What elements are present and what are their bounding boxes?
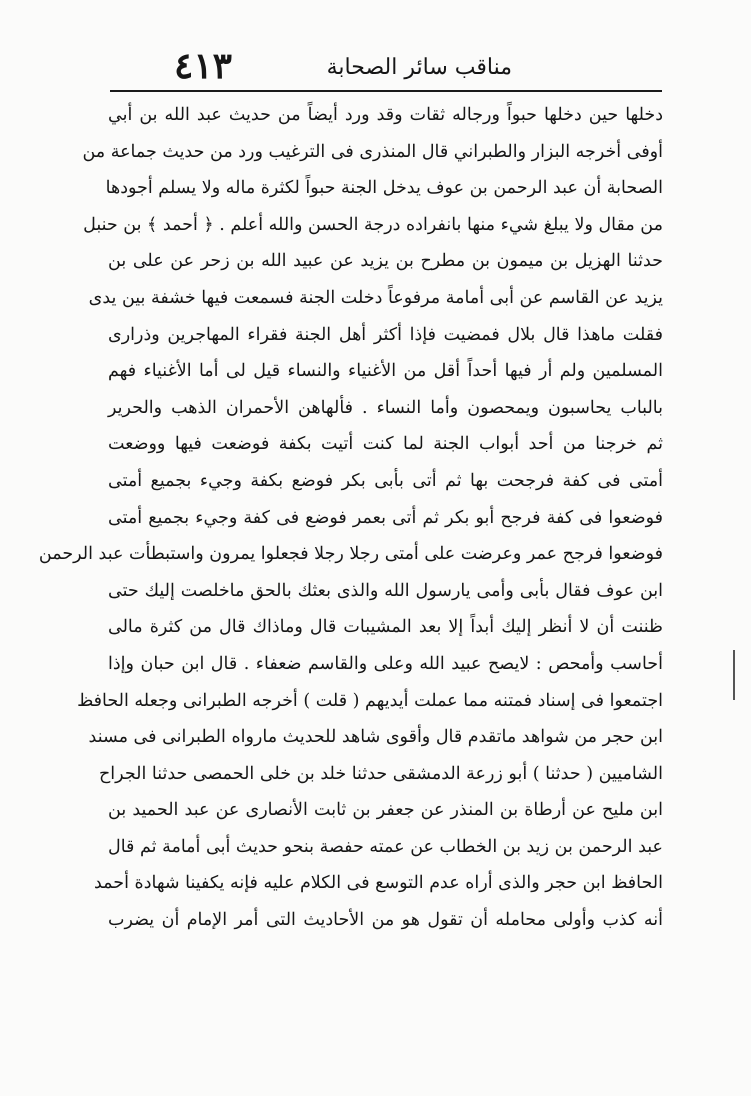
text-line: ظننت أن لا أنظر إليك أبداً إلا بعد المشيبات قال وماذاك قال من كثرة مالى [108, 617, 663, 638]
text-line: فوضعوا فرجح عمر وعرضت على أمتى رجلا رجلا فجعلوا يمرون واستبطأت عبد الرحمن [38, 544, 663, 565]
text-line: فقلت ماهذا قال بلال فمضيت فإذا أكثر أهل الجنة فقراء المهاجرين وذرارى [108, 324, 663, 345]
text-line: عبد الرحمن بن زيد بن الخطاب عن عمته حفصة بنحو حديث أبى أمامة ثم قال [108, 836, 663, 857]
text-line: اجتمعوا فى إسناد فمتنه مما عملت أيديهم ( قلت ) أخرجه الطبرانى وجعله الحافظ [77, 690, 663, 711]
header-rule [110, 90, 662, 92]
text-line: الصحابة أن عبد الرحمن بن عوف يدخل الجنة حبواً لكثرة ماله ولا يسلم أجودها [105, 178, 663, 199]
text-line: ابن مليح عن أرطاة بن المنذر عن جعفر بن ثابت الأنصارى عن عبد الحميد بن [108, 800, 663, 821]
text-line: يزيد عن القاسم عن أبى أمامة مرفوعاً دخلت الجنة فسمعت فيها خشفة بين يدى [88, 287, 663, 308]
text-line: من مقال ولا يبلغ شيء منها بانفراده درجة الحسن والله أعلم . ﴿ أحمد ﴾ بن حنبل [83, 214, 663, 235]
page-number: ٤١٣ [173, 45, 232, 87]
page-header [110, 40, 662, 92]
text-line: ثم خرجنا من أحد أبواب الجنة لما كنت أتيت بكفة فوضعت فيها ووضعت [108, 434, 663, 455]
margin-mark [733, 650, 735, 700]
text-line: حدثنا الهزيل بن ميمون بن مطرح بن يزيد عن عبيد الله بن زحر عن على بن [108, 251, 663, 272]
text-line: أحاسب وأمحص : لايصح عبيد الله وعلى والقاسم ضعفاء . قال ابن حبان وإذا [108, 653, 663, 674]
text-line: ابن حجر من شواهد ماتقدم قال وأقوى شاهد للحديث مارواه الطبرانى فى مسند [88, 727, 663, 748]
text-line: بالباب يحاسبون ويمحصون وأما النساء . فألهاهن الأحمران الذهب والحرير [108, 397, 663, 418]
running-title: مناقب سائر الصحابة [326, 55, 512, 80]
text-line: فوضعوا فى كفة فرجح أبو بكر ثم أتى بعمر فوضع فى كفة وجيء بجميع أمتى [108, 507, 663, 528]
text-line: أوفى أخرجه البزار والطبراني قال المنذرى فى الترغيب ورد من حديث جماعة من [82, 141, 663, 162]
text-line: الحافظ ابن حجر والذى أراه عدم التوسع فى الكلام عليه فإنه يكفينا شهادة أحمد [94, 873, 663, 894]
text-line: الشاميين ( حدثنا ) أبو زرعة الدمشقى حدثنا خلد بن خلى الحمصى حدثنا الجراح [99, 763, 663, 784]
text-line: ابن عوف فقال بأبى وأمى يارسول الله والذى بعثك بالحق ماخلصت إليك حتى [108, 580, 663, 601]
text-line: أنه كذب وأولى محامله أن تقول هو من الأحاديث التى أمر الإمام أن يضرب [108, 910, 663, 931]
text-line: أمتى فى كفة فرجحت بها ثم أتى بأبى بكر فوضع بكفة وجيء بجميع أمتى [108, 470, 663, 491]
body-text [38, 97, 663, 1037]
text-line: المسلمين ولم أر فيها أحداً أقل من الأغنياء والنساء قيل لى أما الأغنياء فهم [108, 361, 663, 382]
text-line: دخلها حين دخلها حبواً ورجاله ثقات وقد ورد أيضاً من حديث عبد الله بن أبي [108, 105, 663, 125]
